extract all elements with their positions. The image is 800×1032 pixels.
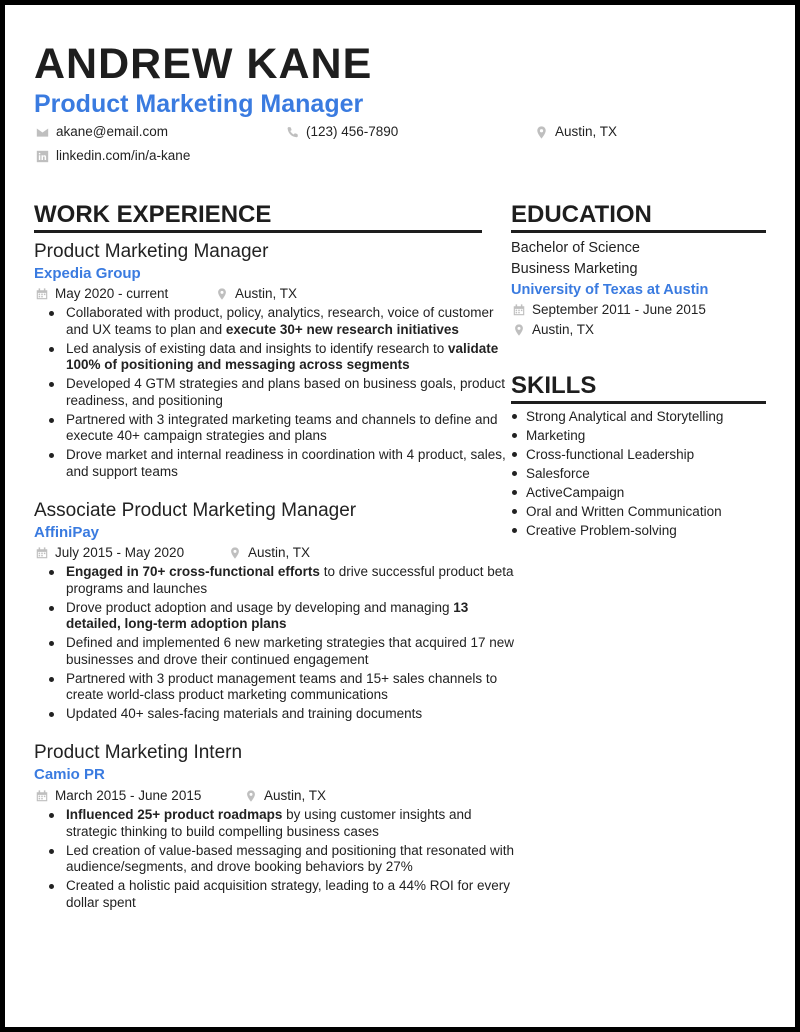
map-pin-icon	[216, 288, 228, 300]
skills-list	[511, 407, 786, 540]
list-item: Influenced 25+ product roadmaps by using customer insights and strategic thinking to build compelling business cases	[66, 807, 516, 840]
map-pin-icon	[245, 790, 257, 802]
list-item: Defined and implemented 6 new marketing strategies that acquired 17 new businesses and drove their continued engagement	[66, 635, 515, 667]
job-location	[229, 544, 310, 562]
calendar-icon	[36, 288, 48, 300]
location-text: Austin, TX	[532, 322, 595, 337]
company-name: Expedia Group	[34, 265, 141, 282]
email-text: akane@email.com	[56, 124, 169, 139]
list-item: Engaged in 70+ cross-functional efforts to drive successful product beta programs and launches	[66, 564, 516, 597]
dates-text: September 2011 - June 2015	[532, 302, 706, 317]
contact-location	[535, 123, 617, 141]
map-pin-icon	[513, 324, 525, 336]
map-pin-icon	[229, 547, 241, 559]
contact-email[interactable]	[36, 123, 168, 141]
calendar-icon	[513, 304, 525, 316]
calendar-icon	[36, 547, 48, 559]
list-item: Created a holistic paid acquisition strategy, leading to a 44% ROI for every dollar spent	[66, 878, 516, 911]
list-item: Collaborated with product, policy, analytics, research, voice of customer and UX teams to plan and execute 30+ new research initiatives	[66, 305, 516, 338]
list-item: Drove product adoption and usage by developing and managing 13 detailed, long-term adoption plans	[66, 600, 516, 633]
job-bullets	[34, 807, 516, 914]
dates-text: March 2015 - June 2015	[55, 788, 202, 803]
job-title: Product Marketing Intern	[34, 742, 243, 763]
skill-item: Marketing	[526, 426, 786, 445]
list-item: Developed 4 GTM strategies and plans based on business goals, product readiness, and positioning	[66, 376, 516, 409]
skill-item: Salesforce	[526, 464, 786, 483]
school-name: University of Texas at Austin	[511, 282, 709, 298]
job-dates	[36, 787, 201, 805]
location-text: Austin, TX	[555, 124, 618, 139]
education-heading: EDUCATION	[511, 200, 766, 233]
company-name: AffiniPay	[34, 524, 100, 541]
phone-icon	[286, 126, 299, 139]
skill-item: Cross-functional Leadership	[526, 445, 786, 464]
skills-heading: SKILLS	[511, 371, 766, 404]
dates-text: May 2020 - current	[55, 286, 169, 301]
contact-linkedin[interactable]	[36, 147, 190, 165]
contact-phone[interactable]	[286, 123, 398, 141]
education-location	[513, 321, 594, 339]
skill-item: Oral and Written Communication	[526, 502, 786, 521]
work-experience-heading: WORK EXPERIENCE	[34, 200, 482, 233]
resume-page	[5, 5, 795, 1027]
list-item: Drove market and internal readiness in coordination with 4 product, sales, and support teams	[66, 447, 516, 480]
candidate-role: Product Marketing Manager	[34, 90, 364, 118]
location-text: Austin, TX	[264, 788, 327, 803]
dates-text: July 2015 - May 2020	[55, 545, 185, 560]
skill-item: ActiveCampaign	[526, 483, 786, 502]
calendar-icon	[36, 790, 48, 802]
skill-item: Creative Problem-solving	[526, 521, 786, 540]
list-item: Led analysis of existing data and insights to identify research to validate 100% of positioning and messaging across segments	[66, 341, 516, 374]
linkedin-text: linkedin.com/in/a-kane	[56, 148, 191, 163]
list-item: Led creation of value-based messaging and positioning that resonated with audience/segments, and drove booking behaviors by 27%	[66, 842, 515, 874]
job-title: Associate Product Marketing Manager	[34, 500, 357, 521]
major: Business Marketing	[511, 261, 638, 277]
list-item: Partnered with 3 integrated marketing teams and channels to define and execute 40+ campaign strategies and plans	[66, 412, 516, 445]
education-dates	[513, 301, 706, 319]
job-bullets	[34, 564, 516, 725]
skill-item: Strong Analytical and Storytelling	[526, 407, 786, 426]
envelope-icon	[36, 126, 49, 139]
job-dates	[36, 544, 184, 562]
phone-text: (123) 456-7890	[306, 124, 399, 139]
job-bullets	[34, 305, 516, 483]
list-item: Partnered with 3 product management teams and 15+ sales channels to create world-class product marketing communications	[66, 671, 516, 704]
company-name: Camio PR	[34, 766, 105, 783]
degree: Bachelor of Science	[511, 240, 640, 256]
job-title: Product Marketing Manager	[34, 241, 269, 262]
linkedin-icon	[36, 150, 49, 163]
candidate-name: ANDREW KANE	[34, 40, 373, 88]
list-item: Updated 40+ sales-facing materials and training documents	[66, 706, 516, 723]
location-text: Austin, TX	[235, 286, 298, 301]
job-location	[245, 787, 326, 805]
job-dates	[36, 285, 168, 303]
map-pin-icon	[535, 126, 548, 139]
location-text: Austin, TX	[248, 545, 311, 560]
job-location	[216, 285, 297, 303]
